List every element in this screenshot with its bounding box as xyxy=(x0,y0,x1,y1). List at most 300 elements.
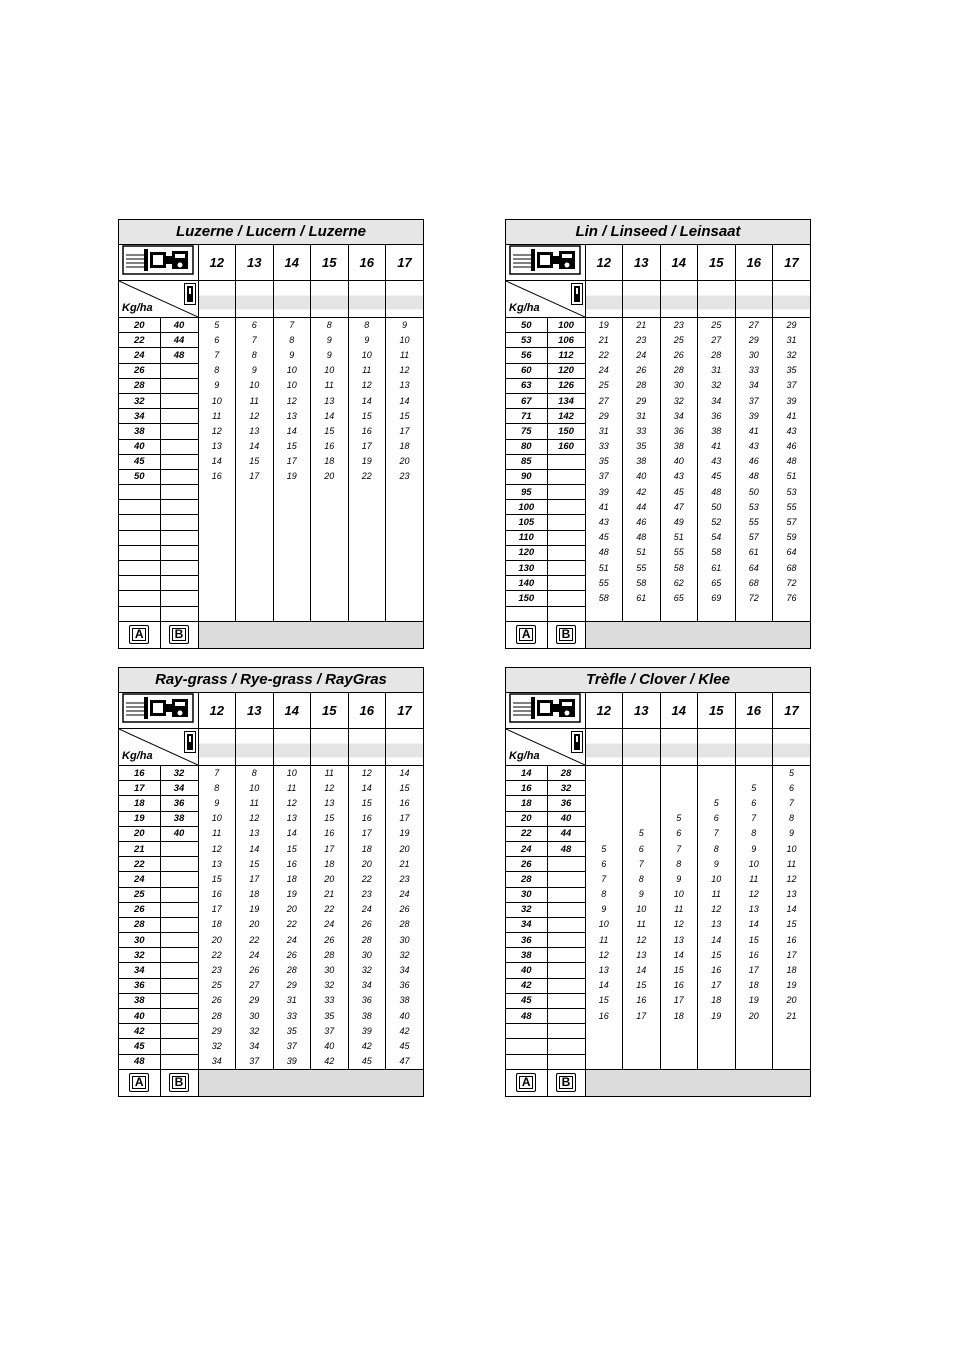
table-row xyxy=(119,424,423,439)
setting-value: 15 xyxy=(311,811,349,826)
table-row xyxy=(119,1039,423,1054)
rate-secondary: 36 xyxy=(547,796,585,811)
rate-primary: 14 xyxy=(506,766,547,781)
panel-title: Trèfle / Clover / Klee xyxy=(506,668,810,693)
setting-value: 52 xyxy=(698,515,736,530)
setting-value: 9 xyxy=(311,333,349,348)
table-row xyxy=(506,606,810,621)
setting-value: 36 xyxy=(386,978,424,993)
setting-value: 53 xyxy=(735,500,773,515)
setting-value: 36 xyxy=(698,409,736,424)
setting-value: 7 xyxy=(585,872,623,887)
setting-value: 35 xyxy=(311,1009,349,1024)
unit-cell xyxy=(119,729,198,766)
table-row xyxy=(506,318,810,333)
setting-value: 7 xyxy=(698,826,736,841)
setting-value: 16 xyxy=(311,439,349,454)
rate-secondary xyxy=(547,948,585,963)
setting-value xyxy=(660,1054,698,1069)
table-row xyxy=(119,917,423,932)
setting-value: 13 xyxy=(623,948,661,963)
setting-value: 12 xyxy=(623,933,661,948)
setting-value: 9 xyxy=(311,348,349,363)
button-a[interactable] xyxy=(119,621,160,648)
button-a[interactable] xyxy=(119,1069,160,1096)
setting-value: 55 xyxy=(585,576,623,591)
rate-secondary xyxy=(547,485,585,500)
rate-secondary xyxy=(160,469,198,484)
rate-primary: 17 xyxy=(119,781,160,796)
setting-value: 16 xyxy=(623,993,661,1008)
rate-secondary xyxy=(160,917,198,932)
table-row xyxy=(506,545,810,560)
rate-secondary: 36 xyxy=(160,796,198,811)
table-row xyxy=(506,561,810,576)
setting-value: 50 xyxy=(735,485,773,500)
setting-value: 9 xyxy=(585,902,623,917)
rate-primary: 150 xyxy=(506,591,547,606)
setting-value: 14 xyxy=(348,781,386,796)
rate-secondary xyxy=(547,530,585,545)
setting-value: 24 xyxy=(273,933,311,948)
button-b[interactable] xyxy=(547,1069,585,1096)
setting-value: 14 xyxy=(623,963,661,978)
setting-value: 10 xyxy=(735,857,773,872)
setting-value xyxy=(585,766,623,781)
rate-secondary xyxy=(547,591,585,606)
rate-primary: 140 xyxy=(506,576,547,591)
setting-value: 42 xyxy=(386,1024,424,1039)
table-row xyxy=(119,841,423,856)
setting-value: 49 xyxy=(660,515,698,530)
table-row xyxy=(506,333,810,348)
setting-value xyxy=(623,1039,661,1054)
setting-value: 39 xyxy=(273,1054,311,1069)
setting-value: 29 xyxy=(773,318,811,333)
setting-value: 58 xyxy=(660,561,698,576)
setting-value: 32 xyxy=(386,948,424,963)
table-row xyxy=(119,902,423,917)
header-column: 15 xyxy=(311,245,349,281)
setting-value: 48 xyxy=(698,485,736,500)
setting-value: 24 xyxy=(348,902,386,917)
rate-primary: 24 xyxy=(506,841,547,856)
unit-label: Kg/ha xyxy=(122,750,153,762)
rate-primary: 42 xyxy=(119,1024,160,1039)
setting-value: 29 xyxy=(623,393,661,408)
setting-value: 41 xyxy=(773,409,811,424)
setting-value xyxy=(198,576,236,591)
rate-primary: 20 xyxy=(506,811,547,826)
rate-primary: 75 xyxy=(506,424,547,439)
rate-secondary xyxy=(547,576,585,591)
header-column: 13 xyxy=(623,245,661,281)
setting-value: 9 xyxy=(623,887,661,902)
rate-secondary xyxy=(547,606,585,621)
setting-value: 51 xyxy=(585,561,623,576)
panel-luzerne xyxy=(118,219,424,649)
setting-value: 16 xyxy=(735,948,773,963)
setting-value xyxy=(348,561,386,576)
rate-primary: 40 xyxy=(119,439,160,454)
setting-value: 14 xyxy=(773,902,811,917)
setting-value: 13 xyxy=(236,826,274,841)
setting-value: 35 xyxy=(623,439,661,454)
setting-value xyxy=(585,781,623,796)
rate-secondary xyxy=(160,378,198,393)
setting-value xyxy=(735,606,773,621)
setting-value: 8 xyxy=(198,363,236,378)
setting-value: 38 xyxy=(386,993,424,1008)
rate-primary xyxy=(119,500,160,515)
setting-value: 41 xyxy=(698,439,736,454)
table-row xyxy=(506,948,810,963)
setting-value: 18 xyxy=(198,917,236,932)
rate-secondary: 28 xyxy=(547,766,585,781)
rate-primary xyxy=(119,561,160,576)
setting-value: 12 xyxy=(273,796,311,811)
setting-value: 37 xyxy=(311,1024,349,1039)
table-row xyxy=(506,348,810,363)
rate-primary: 80 xyxy=(506,439,547,454)
rate-secondary xyxy=(160,393,198,408)
rate-secondary xyxy=(547,993,585,1008)
setting-value: 47 xyxy=(386,1054,424,1069)
table-row xyxy=(506,978,810,993)
setting-value: 34 xyxy=(386,963,424,978)
rate-primary: 130 xyxy=(506,561,547,576)
table-row xyxy=(119,333,423,348)
setting-value: 8 xyxy=(311,318,349,333)
setting-value: 26 xyxy=(273,948,311,963)
setting-value: 53 xyxy=(773,485,811,500)
rate-primary xyxy=(119,591,160,606)
setting-value: 61 xyxy=(735,545,773,560)
rate-secondary: 32 xyxy=(547,781,585,796)
rate-primary: 100 xyxy=(506,500,547,515)
setting-value xyxy=(273,576,311,591)
rate-primary: 22 xyxy=(506,826,547,841)
table-row xyxy=(119,781,423,796)
setting-value: 19 xyxy=(273,887,311,902)
setting-value: 11 xyxy=(198,826,236,841)
setting-value: 10 xyxy=(698,872,736,887)
setting-value xyxy=(273,515,311,530)
setting-value xyxy=(386,500,424,515)
setting-value: 14 xyxy=(386,393,424,408)
setting-value: 28 xyxy=(623,378,661,393)
setting-value xyxy=(311,591,349,606)
setting-value: 64 xyxy=(773,545,811,560)
setting-value: 43 xyxy=(773,424,811,439)
setting-value xyxy=(660,1039,698,1054)
setting-value: 9 xyxy=(273,348,311,363)
setting-value: 14 xyxy=(735,917,773,932)
setting-value: 18 xyxy=(698,993,736,1008)
setting-value: 25 xyxy=(585,378,623,393)
setting-value xyxy=(311,515,349,530)
setting-value: 17 xyxy=(236,469,274,484)
setting-value xyxy=(311,576,349,591)
seed-rate-table xyxy=(506,693,810,1096)
setting-value: 51 xyxy=(773,469,811,484)
setting-value: 45 xyxy=(585,530,623,545)
rate-secondary: 48 xyxy=(547,841,585,856)
table-row xyxy=(506,576,810,591)
button-a[interactable] xyxy=(506,1069,547,1096)
setting-value xyxy=(236,485,274,500)
table-row xyxy=(506,1054,810,1069)
setting-value: 24 xyxy=(236,948,274,963)
rate-secondary: 44 xyxy=(547,826,585,841)
setting-value: 19 xyxy=(348,454,386,469)
table-row xyxy=(119,811,423,826)
button-b[interactable] xyxy=(160,1069,198,1096)
setting-value: 32 xyxy=(198,1039,236,1054)
rate-primary: 67 xyxy=(506,393,547,408)
setting-value: 10 xyxy=(623,902,661,917)
setting-value: 12 xyxy=(311,781,349,796)
setting-value xyxy=(198,561,236,576)
setting-value: 6 xyxy=(660,826,698,841)
setting-value xyxy=(348,530,386,545)
setting-value: 19 xyxy=(386,826,424,841)
setting-value: 11 xyxy=(623,917,661,932)
rate-secondary xyxy=(547,1009,585,1024)
setting-value: 20 xyxy=(773,993,811,1008)
setting-value xyxy=(386,576,424,591)
setting-value: 17 xyxy=(698,978,736,993)
setting-value: 28 xyxy=(348,933,386,948)
table-row xyxy=(506,917,810,932)
setting-value xyxy=(386,606,424,621)
setting-value: 43 xyxy=(735,439,773,454)
setting-value: 8 xyxy=(735,826,773,841)
header-column: 17 xyxy=(773,693,811,729)
setting-value: 10 xyxy=(273,363,311,378)
header-column: 17 xyxy=(386,693,424,729)
setting-value: 15 xyxy=(386,781,424,796)
a-icon: A xyxy=(516,625,536,644)
table-row xyxy=(506,841,810,856)
table-row xyxy=(506,811,810,826)
setting-value: 58 xyxy=(698,545,736,560)
setting-value: 19 xyxy=(735,993,773,1008)
table-row xyxy=(119,515,423,530)
setting-value: 18 xyxy=(773,963,811,978)
setting-value: 15 xyxy=(386,409,424,424)
panel-title: Ray-grass / Rye-grass / RayGras xyxy=(119,668,423,693)
rate-primary: 26 xyxy=(506,857,547,872)
setting-value: 32 xyxy=(660,393,698,408)
setting-value: 20 xyxy=(236,917,274,932)
table-row xyxy=(506,500,810,515)
setting-value: 13 xyxy=(198,439,236,454)
setting-value: 8 xyxy=(585,887,623,902)
setting-value: 7 xyxy=(623,857,661,872)
button-b[interactable] xyxy=(160,621,198,648)
setting-value: 20 xyxy=(273,902,311,917)
setting-value: 16 xyxy=(273,857,311,872)
setting-value: 29 xyxy=(236,993,274,1008)
setting-value: 17 xyxy=(623,1009,661,1024)
setting-value: 12 xyxy=(698,902,736,917)
rate-primary: 48 xyxy=(119,1054,160,1069)
setting-value: 9 xyxy=(698,857,736,872)
rate-secondary: 126 xyxy=(547,378,585,393)
setting-value: 26 xyxy=(660,348,698,363)
setting-value: 20 xyxy=(735,1009,773,1024)
setting-value: 16 xyxy=(311,826,349,841)
rate-primary: 50 xyxy=(119,469,160,484)
setting-value xyxy=(386,530,424,545)
setting-value xyxy=(386,515,424,530)
setting-value: 37 xyxy=(735,393,773,408)
setting-value: 28 xyxy=(198,1009,236,1024)
setting-value: 10 xyxy=(273,378,311,393)
setting-value: 5 xyxy=(735,781,773,796)
setting-value: 32 xyxy=(773,348,811,363)
table-row xyxy=(119,887,423,902)
setting-value: 34 xyxy=(198,1054,236,1069)
table-row xyxy=(506,439,810,454)
setting-value: 13 xyxy=(311,393,349,408)
setting-value xyxy=(198,530,236,545)
rate-primary: 22 xyxy=(119,333,160,348)
table-row xyxy=(119,978,423,993)
setting-value: 17 xyxy=(348,439,386,454)
setting-value: 62 xyxy=(660,576,698,591)
table-row xyxy=(506,409,810,424)
setting-value: 27 xyxy=(735,318,773,333)
setting-value xyxy=(236,606,274,621)
setting-value: 48 xyxy=(585,545,623,560)
unit-label: Kg/ha xyxy=(509,750,540,762)
setting-value xyxy=(386,561,424,576)
setting-value: 17 xyxy=(198,902,236,917)
setting-value: 43 xyxy=(585,515,623,530)
setting-value: 9 xyxy=(236,363,274,378)
table-row xyxy=(506,515,810,530)
rate-secondary xyxy=(160,561,198,576)
rate-secondary xyxy=(160,1024,198,1039)
table-row xyxy=(506,826,810,841)
setting-value xyxy=(273,500,311,515)
setting-value: 11 xyxy=(348,363,386,378)
setting-value: 11 xyxy=(698,887,736,902)
setting-value: 6 xyxy=(735,796,773,811)
setting-value: 15 xyxy=(198,872,236,887)
table-row xyxy=(119,545,423,560)
setting-value: 24 xyxy=(311,917,349,932)
button-b[interactable] xyxy=(547,621,585,648)
setting-value: 30 xyxy=(311,963,349,978)
rate-primary: 20 xyxy=(119,826,160,841)
rate-primary: 120 xyxy=(506,545,547,560)
rate-secondary xyxy=(160,530,198,545)
setting-value: 5 xyxy=(773,766,811,781)
setting-value: 20 xyxy=(386,841,424,856)
rate-secondary xyxy=(160,591,198,606)
setting-value: 7 xyxy=(735,811,773,826)
rate-primary: 21 xyxy=(119,841,160,856)
table-row xyxy=(119,857,423,872)
setting-value: 14 xyxy=(698,933,736,948)
rate-primary: 30 xyxy=(506,887,547,902)
button-a[interactable] xyxy=(506,621,547,648)
table-row xyxy=(506,591,810,606)
setting-value: 38 xyxy=(623,454,661,469)
setting-value xyxy=(198,591,236,606)
setting-value: 6 xyxy=(198,333,236,348)
header-column: 17 xyxy=(386,245,424,281)
setting-value xyxy=(773,1039,811,1054)
setting-value: 65 xyxy=(698,576,736,591)
setting-value: 21 xyxy=(311,887,349,902)
rate-secondary: 40 xyxy=(547,811,585,826)
setting-value: 15 xyxy=(623,978,661,993)
rate-primary: 34 xyxy=(506,917,547,932)
rate-primary: 19 xyxy=(119,811,160,826)
setting-value: 12 xyxy=(585,948,623,963)
rate-secondary xyxy=(160,545,198,560)
rate-secondary xyxy=(160,933,198,948)
setting-value: 47 xyxy=(660,500,698,515)
setting-value: 27 xyxy=(698,333,736,348)
setting-value: 22 xyxy=(198,948,236,963)
panel-title: Lin / Linseed / Leinsaat xyxy=(506,220,810,245)
setting-value: 5 xyxy=(585,841,623,856)
setting-value: 7 xyxy=(198,766,236,781)
table-row xyxy=(506,363,810,378)
b-icon: B xyxy=(556,1073,576,1092)
setting-value: 14 xyxy=(386,766,424,781)
header-column: 15 xyxy=(698,245,736,281)
table-row xyxy=(506,933,810,948)
rate-secondary: 134 xyxy=(547,393,585,408)
table-row xyxy=(506,887,810,902)
rate-primary: 110 xyxy=(506,530,547,545)
setting-value: 58 xyxy=(585,591,623,606)
setting-value: 13 xyxy=(273,409,311,424)
setting-value xyxy=(386,485,424,500)
setting-value: 64 xyxy=(735,561,773,576)
rate-primary: 32 xyxy=(506,902,547,917)
rate-secondary: 150 xyxy=(547,424,585,439)
setting-value: 8 xyxy=(236,766,274,781)
setting-value: 14 xyxy=(273,424,311,439)
rate-secondary xyxy=(547,500,585,515)
setting-value xyxy=(623,1024,661,1039)
setting-value: 41 xyxy=(735,424,773,439)
setting-value: 18 xyxy=(273,872,311,887)
setting-value: 30 xyxy=(735,348,773,363)
setting-value: 37 xyxy=(236,1054,274,1069)
unit-label: Kg/ha xyxy=(509,302,540,314)
table-row xyxy=(506,469,810,484)
setting-value: 15 xyxy=(660,963,698,978)
setting-value: 12 xyxy=(198,424,236,439)
setting-value: 16 xyxy=(585,1009,623,1024)
setting-value: 8 xyxy=(623,872,661,887)
setting-value xyxy=(585,606,623,621)
setting-value xyxy=(585,826,623,841)
setting-value: 40 xyxy=(386,1009,424,1024)
header-column: 14 xyxy=(273,245,311,281)
rate-primary: 53 xyxy=(506,333,547,348)
setting-value xyxy=(386,545,424,560)
table-row xyxy=(119,348,423,363)
